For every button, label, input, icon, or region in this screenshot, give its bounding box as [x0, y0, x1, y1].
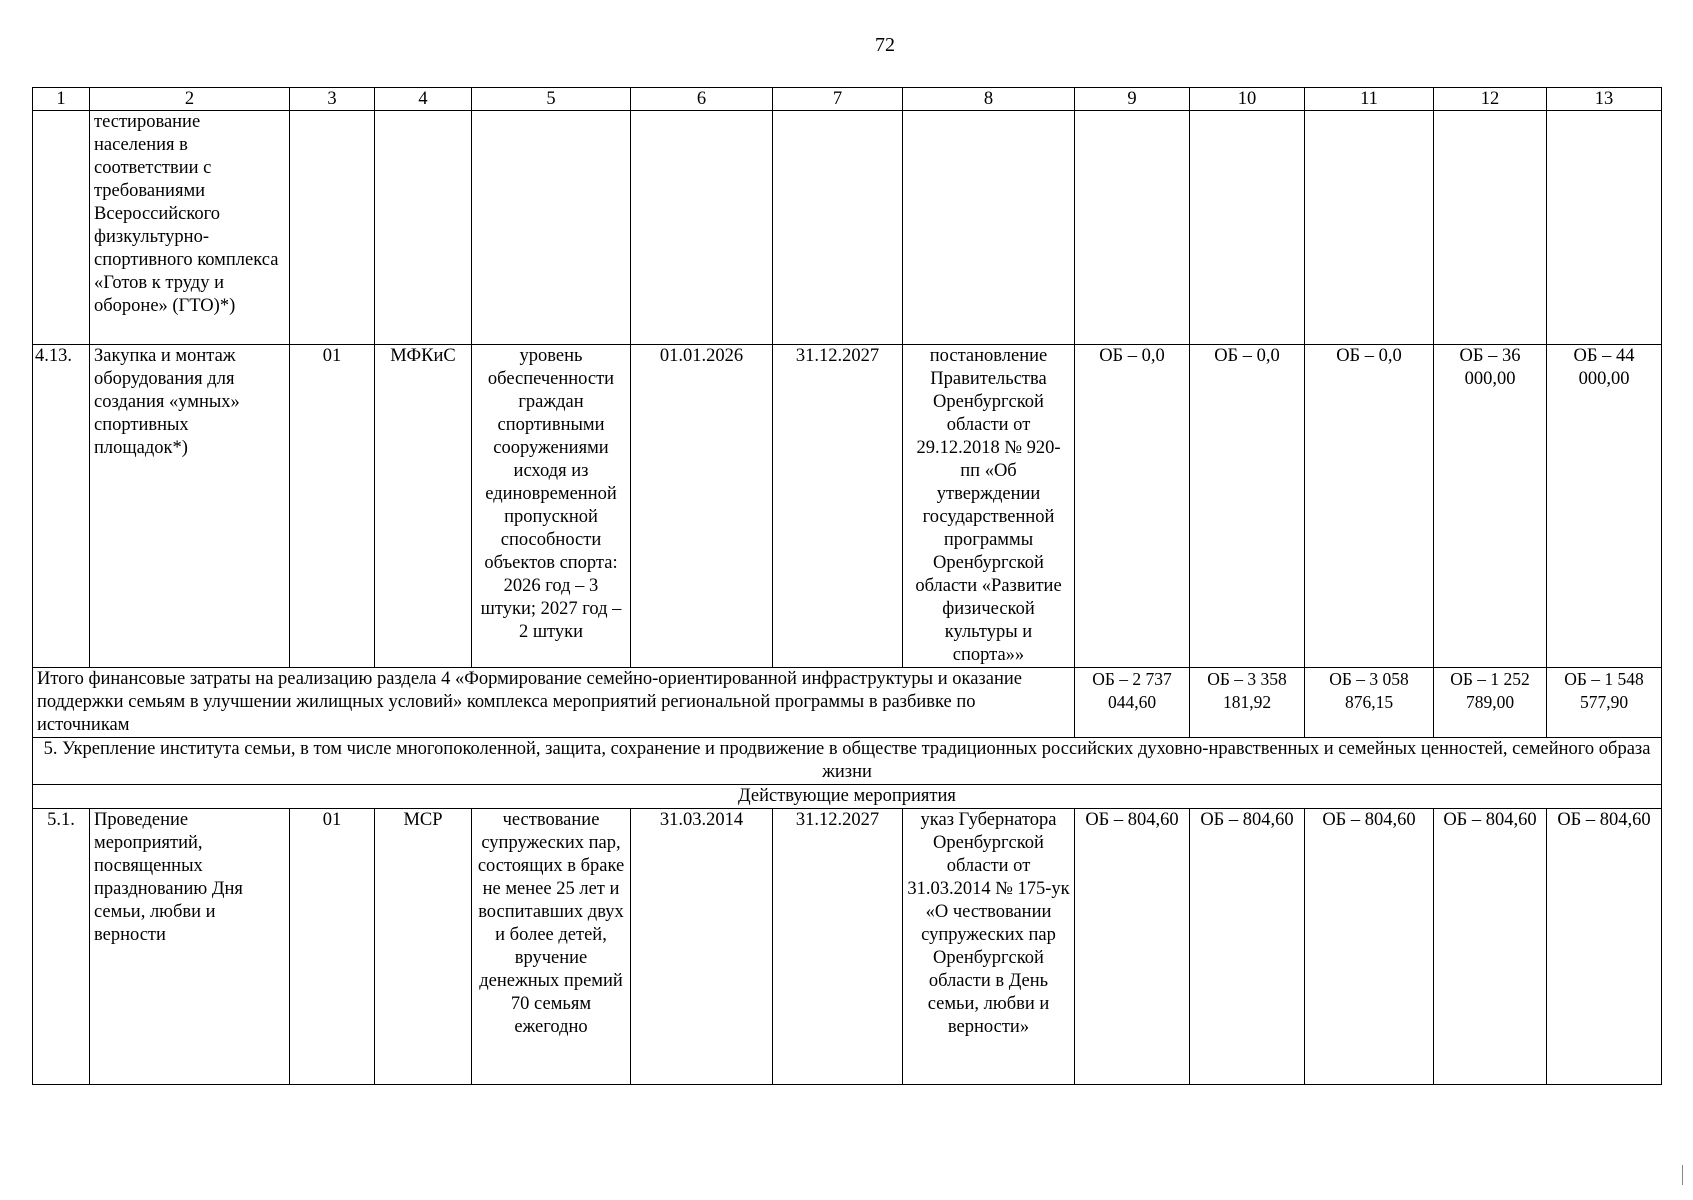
amount-cell: ОБ – 36 000,00	[1434, 345, 1547, 668]
amount-cell: ОБ – 0,0	[1075, 345, 1190, 668]
col-header: 6	[631, 88, 773, 111]
measure-name: тестирование населения в соответствии с требованиями Всероссийского физкультурно-спортивного комплекса «Готов к труду и обороне» (ГТО)*)	[90, 111, 290, 345]
table-row-gto-continuation	[33, 111, 1662, 345]
basis-cell: указ Губернатора Оренбургской области от 31.03.2014 № 175-ук «О чествовании супружеских пар Оренбургской области в День семьи, любви и верности»	[903, 809, 1075, 1085]
total-row	[33, 668, 1662, 738]
total-amount: ОБ – 1 548 577,90	[1547, 668, 1662, 738]
code-cell: 01	[290, 809, 375, 1085]
subsection-title: Действующие мероприятия	[33, 785, 1662, 809]
total-amount: ОБ – 3 358 181,92	[1190, 668, 1305, 738]
scan-mark	[1682, 1165, 1683, 1185]
row-number: 5.1.	[33, 809, 90, 1085]
amount-cell: ОБ – 804,60	[1190, 809, 1305, 1085]
amount-cell: ОБ – 0,0	[1305, 345, 1434, 668]
total-amount: ОБ – 1 252 789,00	[1434, 668, 1547, 738]
amount-cell: ОБ – 44 000,00	[1547, 345, 1662, 668]
col-header: 2	[90, 88, 290, 111]
col-header: 4	[375, 88, 472, 111]
measure-name: Проведение мероприятий, посвященных празднованию Дня семьи, любви и верности	[90, 809, 290, 1085]
col-header: 3	[290, 88, 375, 111]
end-date: 31.12.2027	[773, 809, 903, 1085]
col-header: 10	[1190, 88, 1305, 111]
col-header: 9	[1075, 88, 1190, 111]
executor-cell: МСР	[375, 809, 472, 1085]
col-header: 11	[1305, 88, 1434, 111]
amount-cell: ОБ – 804,60	[1547, 809, 1662, 1085]
col-header: 8	[903, 88, 1075, 111]
end-date: 31.12.2027	[773, 345, 903, 668]
col-header: 7	[773, 88, 903, 111]
indicator-cell: чествование супружеских пар, состоящих в браке не менее 25 лет и воспитавших двух и более детей, вручение денежных премий 70 семьям ежегодно	[472, 809, 631, 1085]
start-date: 31.03.2014	[631, 809, 773, 1085]
section-title: 5. Укрепление института семьи, в том числе многопоколенной, защита, сохранение и продвижение в обществе традиционных российских духовно-нравственных и семейных ценностей, семейного образа жизни	[33, 738, 1662, 785]
page-number: 72	[875, 34, 895, 56]
amount-cell: ОБ – 0,0	[1190, 345, 1305, 668]
total-amount: ОБ – 2 737 044,60	[1075, 668, 1190, 738]
basis-cell: постановление Правительства Оренбургской области от 29.12.2018 № 920-пп «Об утверждении государственной программы Оренбургской области «Развитие физической культуры и спорта»»	[903, 345, 1075, 668]
col-header: 13	[1547, 88, 1662, 111]
code-cell: 01	[290, 345, 375, 668]
executor-cell: МФКиС	[375, 345, 472, 668]
measure-name: Закупка и монтаж оборудования для создания «умных» спортивных площадок*)	[90, 345, 290, 668]
total-amount: ОБ – 3 058 876,15	[1305, 668, 1434, 738]
subsection-row	[33, 785, 1662, 809]
start-date: 01.01.2026	[631, 345, 773, 668]
col-header: 1	[33, 88, 90, 111]
col-header: 12	[1434, 88, 1547, 111]
row-number: 4.13.	[33, 345, 90, 668]
col-header: 5	[472, 88, 631, 111]
total-label: Итого финансовые затраты на реализацию раздела 4 «Формирование семейно-ориентированной инфраструктуры и оказание поддержки семьям в улучшении жилищных условий» комплекса мероприятий региональной программы в разбивке по источникам	[33, 668, 1075, 738]
amount-cell: ОБ – 804,60	[1305, 809, 1434, 1085]
section-title-row	[33, 738, 1662, 785]
amount-cell: ОБ – 804,60	[1075, 809, 1190, 1085]
table-row-4-13	[33, 345, 1662, 668]
column-numbers-row	[33, 88, 1662, 111]
program-table	[32, 87, 1662, 1085]
table-row-5-1	[33, 809, 1662, 1085]
indicator-cell: уровень обеспеченности граждан спортивными сооружениями исходя из единовременной пропускной способности объектов спорта: 2026 год – 3 штуки; 2027 год – 2 штуки	[472, 345, 631, 668]
amount-cell: ОБ – 804,60	[1434, 809, 1547, 1085]
